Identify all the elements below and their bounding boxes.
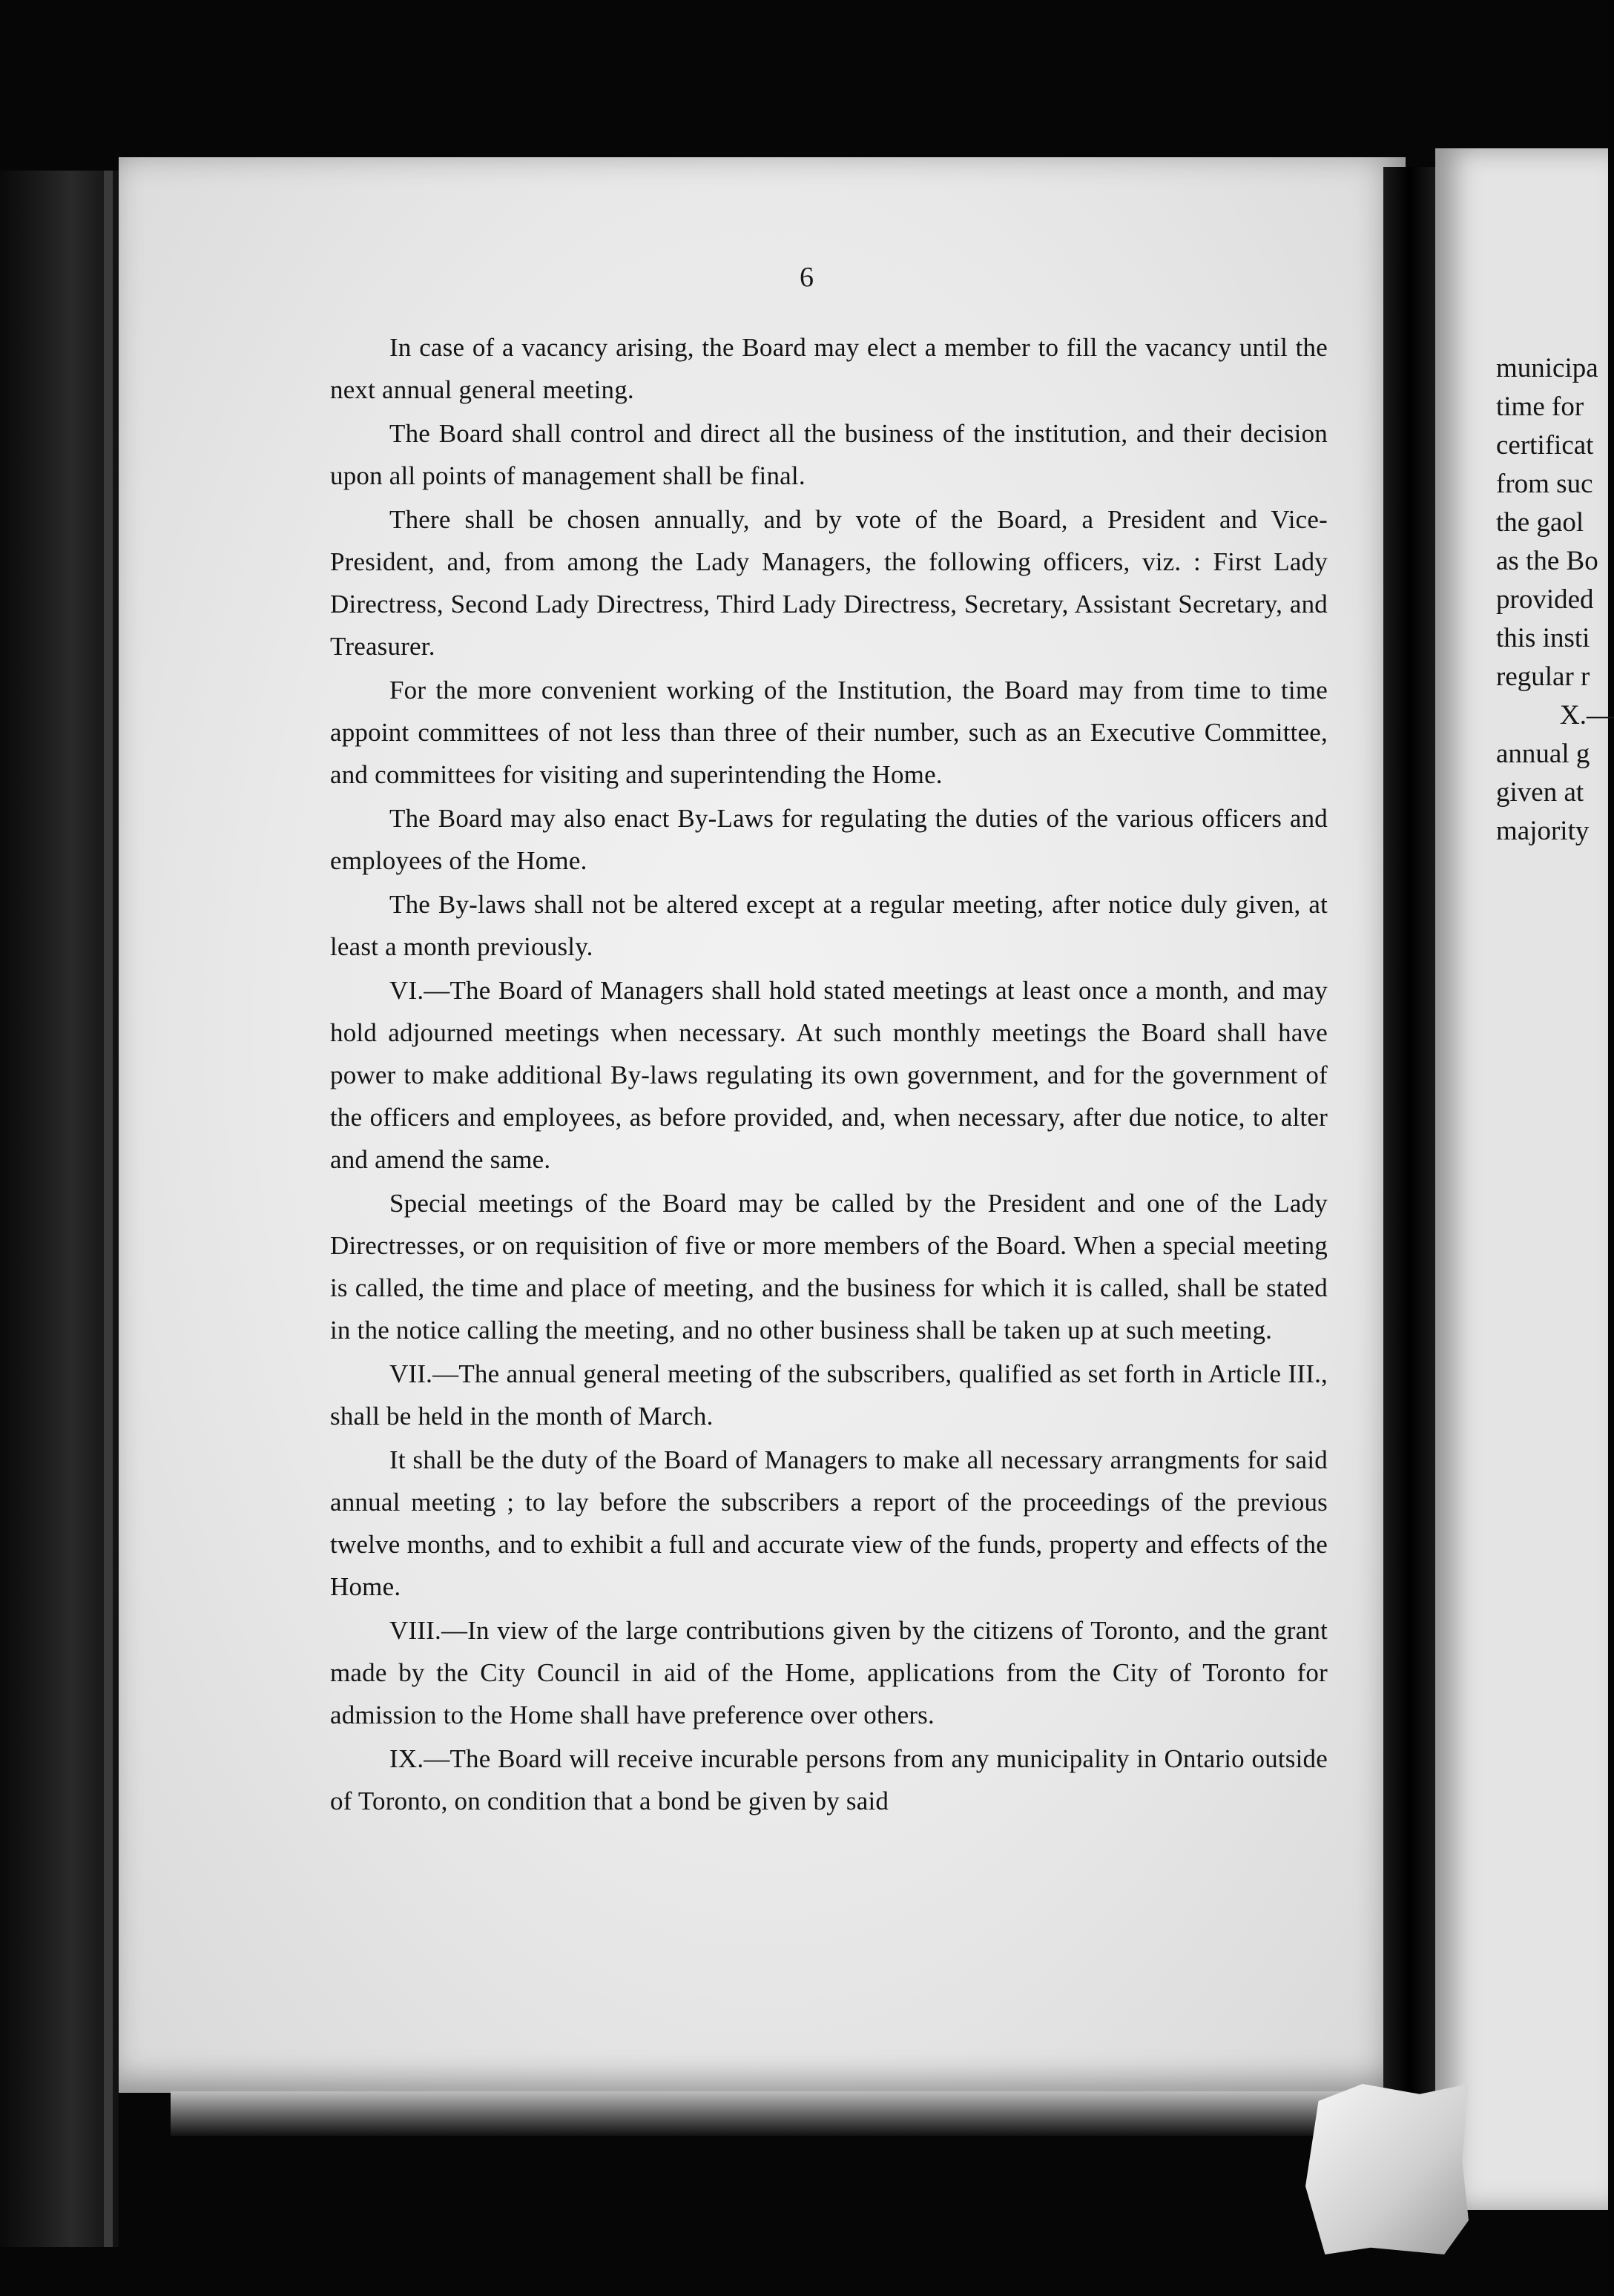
paragraph-board-control: The Board shall control and direct all the business of the institution, and their decision upon all points of management shall be final. [330,419,1328,490]
facing-page-line: as the Bo [1496,546,1598,576]
facing-page-line: this insti [1496,623,1590,653]
page-text-body [330,326,1328,1822]
page-gutter [1383,167,1435,2169]
paragraph-officers: There shall be chosen annually, and by vote of the Board, a President and Vice-President, and, from among the Lady Managers, the following officers, viz. : First Lady Directress, Second Lady Directress, Third Lady Directress, Secretary, Assistant Secretary, and Treasurer. [330,505,1328,661]
facing-page-line: regular r [1496,662,1590,692]
paragraph-committees: For the more convenient working of the Institution, the Board may from time to time appoint committees of not less than three of their number, such as an Executive Committee, and committees for visiting and superintending the Home. [330,676,1328,789]
paragraph-vacancy: In case of a vacancy arising, the Board may elect a member to fill the vacancy until the next annual general meeting. [330,333,1328,404]
paragraph-article-vii: VII.—The annual general meeting of the subscribers, qualified as set forth in Article III., shall be held in the month of March. [330,1359,1328,1431]
facing-page-line: annual g [1496,739,1590,769]
facing-page-line: majority [1496,816,1590,846]
paragraph-by-laws-alteration: The By-laws shall not be altered except at a regular meeting, after notice duly given, at least a month previously. [330,890,1328,961]
facing-page-line: X.— [1560,700,1614,730]
page-bottom-edge [171,2091,1402,2136]
paragraph-article-vi: VI.—The Board of Managers shall hold stated meetings at least once a month, and may hold adjourned meetings when necessary. At such monthly meetings the Board shall have power to make additional By-laws regulating its own government, and for the government of the officers and employees, as before provided, and, when necessary, after due notice, to alter and amend the same. [330,976,1328,1174]
book-binding [0,171,119,2247]
facing-page-line: provided [1496,584,1594,615]
paragraph-special-meetings: Special meetings of the Board may be called by the President and one of the Lady Directresses, or on requisition of five or more members of the Board. When a special meeting is called, the time and place of meeting, and the business for which it is called, shall be stated in the notice calling the meeting, and no other business shall be taken up at such meeting. [330,1189,1328,1345]
torn-paper-scrap [1305,2084,1469,2254]
binding-edge [104,171,113,2247]
paragraph-annual-meeting-duty: It shall be the duty of the Board of Managers to make all necessary arrangments for said annual meeting ; to lay before the subscribers a report of the proceedings of the previous twelve months, and to exhibit a full and accurate view of the funds, property and effects of the Home. [330,1445,1328,1601]
paragraph-by-laws: The Board may also enact By-Laws for regulating the duties of the various officers and employees of the Home. [330,804,1328,875]
facing-page-line: municipa [1496,353,1598,383]
facing-page-line: the gaol [1496,507,1584,538]
facing-page-line: time for [1496,392,1584,422]
page-number: 6 [800,262,814,293]
paragraph-article-ix: IX.—The Board will receive incurable persons from any municipality in Ontario outside of Toronto, on condition that a bond be given by said [330,1744,1328,1815]
paragraph-article-viii: VIII.—In view of the large contributions given by the citizens of Toronto, and the grant made by the City Council in aid of the Home, applications from the City of Toronto for admission to the Home shall have preference over others. [330,1616,1328,1729]
facing-page-line: certificat [1496,430,1594,461]
facing-page-line: from suc [1496,469,1593,499]
facing-page-line: given at [1496,777,1584,808]
facing-page [1435,148,1614,2210]
